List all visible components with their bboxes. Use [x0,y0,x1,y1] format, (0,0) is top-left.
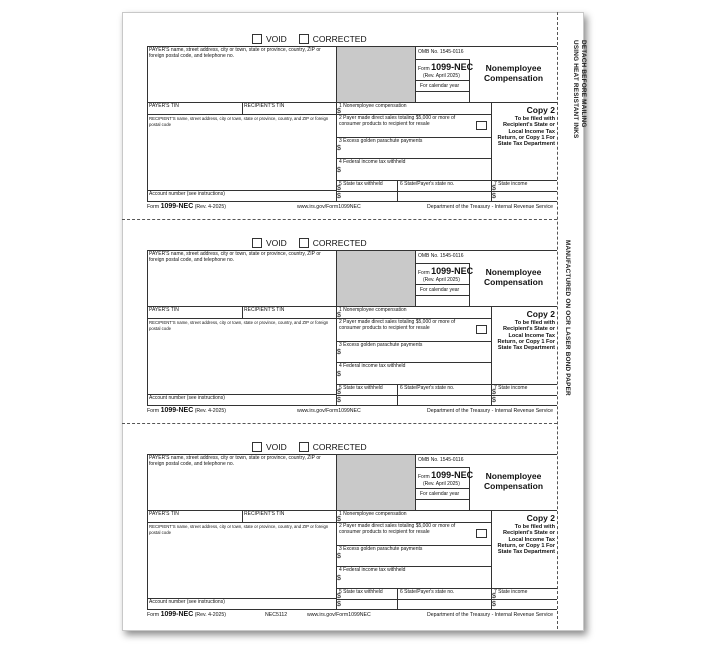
box1-label: 1 Nonemployee compensation [339,307,407,313]
box6-label: 6 State/Payer's state no. [400,385,455,391]
corrected-checkbox[interactable] [299,34,309,44]
void-label: VOID [266,238,287,248]
footer-code: NEC5112 [265,612,288,618]
dollar-sign: $ [337,167,341,174]
box2-checkbox[interactable] [476,325,487,334]
shaded-area [337,251,415,306]
footer-url: www.irs.gov/Form1099NEC [297,204,361,210]
side-text-detach: DETACH BEFORE MAILING [580,40,587,128]
box6-label: 6 State/Payer's state no. [400,181,455,187]
footer-form-name: Form 1099-NEC (Rev. 4-2025) [147,407,227,414]
revision: (Rev. April 2025) [423,73,460,79]
dollar-sign: $ [337,185,341,192]
box3-label: 3 Excess golden parachute payments [339,546,423,552]
form-grid [147,454,557,610]
dollar-sign: $ [337,349,341,356]
corrected-label: CORRECTED [312,34,367,44]
dollar-sign: $ [337,389,341,396]
dollar-sign: $ [492,397,496,404]
side-text-paper: MANUFACTURED ON OCR LASER BOND PAPER [564,240,571,396]
form-title: Nonemployee Compensation [483,63,544,83]
dollar-sign: $ [337,312,341,319]
box2-checkbox[interactable] [476,121,487,130]
form-grid [147,250,557,406]
calendar-year: For calendar year [420,491,460,497]
form-number-box: Form 1099-NEC [418,266,474,276]
box4-label: 4 Federal income tax withheld [339,363,406,369]
horizontal-perforation [122,219,557,220]
void-corrected-row [252,33,375,45]
void-checkbox[interactable] [252,34,262,44]
payer-info-label: PAYER'S name, street address, city or town, state or province, country, ZIP or foreign postal code, and telephone no. [149,251,321,263]
box2-label: 2 Payer made direct sales totaling $5,000 or more of consumer products to recipient for resale [339,115,456,127]
dollar-sign: $ [492,193,496,200]
footer-department: Department of the Treasury - Internal Revenue Service [426,204,553,210]
dollar-sign: $ [492,593,496,600]
omb-number: OMB No. 1545-0116 [418,253,464,259]
box7-label: 7 State income [494,385,528,391]
side-instructions [571,40,587,139]
box1-label: 1 Nonemployee compensation [339,103,407,109]
box3-label: 3 Excess golden parachute payments [339,342,423,348]
corrected-label: CORRECTED [312,238,367,248]
copy-instructions: To be filed with Recipient's State or Local Income Tax Return, or Copy 1 For State Tax Department [497,116,555,148]
footer-department: Department of the Treasury - Internal Revenue Service [426,408,553,414]
footer-form-name: Form 1099-NEC (Rev. 4-2025) [147,611,227,618]
payer-tin-label: PAYER'S TIN [149,103,179,109]
recipient-info-label: RECIPIENT'S name, street address, city or town, state or province, country, and ZIP or foreign postal code [149,320,329,331]
recipient-info-label: RECIPIENT'S name, street address, city or town, state or province, country, and ZIP or foreign postal code [149,116,329,127]
dollar-sign: $ [337,397,341,404]
dollar-sign: $ [337,575,341,582]
omb-number: OMB No. 1545-0116 [418,457,464,463]
footer-url: www.irs.gov/Form1099NEC [297,408,361,414]
box7-label: 7 State income [494,181,528,187]
dollar-sign: $ [337,516,341,523]
payer-info-label: PAYER'S name, street address, city or town, state or province, country, ZIP or foreign postal code, and telephone no. [149,455,321,467]
account-number-label: Account number (see instructions) [149,599,225,605]
form-number-box: Form 1099-NEC [418,470,474,480]
dollar-sign: $ [337,108,341,115]
form-number: 1099-NEC [431,62,474,72]
recipient-tin-label: RECIPIENT'S TIN [244,511,285,517]
corrected-checkbox[interactable] [299,442,309,452]
corrected-label: CORRECTED [312,442,367,452]
payer-tin-label: PAYER'S TIN [149,511,179,517]
dollar-sign: $ [337,145,341,152]
omb-number: OMB No. 1545-0116 [418,49,464,55]
dollar-sign: $ [337,553,341,560]
void-corrected-row [252,237,375,249]
void-checkbox[interactable] [252,238,262,248]
form-title: Nonemployee Compensation [483,267,544,287]
copy-instructions: To be filed with Recipient's State or Local Income Tax Return, or Copy 1 For State Tax Department [497,524,555,556]
form-footer [147,611,557,621]
copy-instructions: To be filed with Recipient's State or Local Income Tax Return, or Copy 1 For State Tax Department [497,320,555,352]
recipient-tin-label: RECIPIENT'S TIN [244,103,285,109]
footer-form-name: Form 1099-NEC (Rev. 4-2025) [147,203,227,210]
dollar-sign: $ [337,601,341,608]
form-title: Nonemployee Compensation [483,471,544,491]
shaded-area [337,47,415,102]
recipient-info-label: RECIPIENT'S name, street address, city or town, state or province, country, and ZIP or foreign postal code [149,524,329,535]
form-number-box: Form 1099-NEC [418,62,474,72]
copy-label: Copy 2 [526,309,555,319]
calendar-year: For calendar year [420,287,460,293]
recipient-tin-label: RECIPIENT'S TIN [244,307,285,313]
copy-label: Copy 2 [526,513,555,523]
dollar-sign: $ [337,371,341,378]
box4-label: 4 Federal income tax withheld [339,159,406,165]
box7-label: 7 State income [494,589,528,595]
vertical-perforation [557,12,558,629]
dollar-sign: $ [492,389,496,396]
box5-label: 5 State tax withheld [339,385,383,391]
account-number-label: Account number (see instructions) [149,395,225,401]
shaded-area [337,455,415,510]
account-number-label: Account number (see instructions) [149,191,225,197]
dollar-sign: $ [337,193,341,200]
revision: (Rev. April 2025) [423,481,460,487]
footer-url: www.irs.gov/Form1099NEC [307,612,371,618]
revision: (Rev. April 2025) [423,277,460,283]
form-footer [147,407,557,417]
void-label: VOID [266,34,287,44]
dollar-sign: $ [492,185,496,192]
side-manufactured [563,240,571,396]
form-number: 1099-NEC [431,266,474,276]
box1-label: 1 Nonemployee compensation [339,511,407,517]
box2-label: 2 Payer made direct sales totaling $5,000 or more of consumer products to recipient for resale [339,319,456,331]
dollar-sign: $ [337,593,341,600]
payer-tin-label: PAYER'S TIN [149,307,179,313]
box5-label: 5 State tax withheld [339,181,383,187]
calendar-year: For calendar year [420,83,460,89]
form-number: 1099-NEC [431,470,474,480]
dollar-sign: $ [492,601,496,608]
box6-label: 6 State/Payer's state no. [400,589,455,595]
box2-label: 2 Payer made direct sales totaling $5,000 or more of consumer products to recipient for resale [339,523,456,535]
payer-info-label: PAYER'S name, street address, city or town, state or province, country, ZIP or foreign postal code, and telephone no. [149,47,321,59]
corrected-checkbox[interactable] [299,238,309,248]
form-footer [147,203,557,213]
box5-label: 5 State tax withheld [339,589,383,595]
form-grid [147,46,557,202]
box2-checkbox[interactable] [476,529,487,538]
void-label: VOID [266,442,287,452]
footer-department: Department of the Treasury - Internal Revenue Service [426,612,553,618]
side-text-inks: USING HEAT RESISTANT INKS [572,40,579,139]
box3-label: 3 Excess golden parachute payments [339,138,423,144]
void-checkbox[interactable] [252,442,262,452]
copy-label: Copy 2 [526,105,555,115]
box4-label: 4 Federal income tax withheld [339,567,406,573]
void-corrected-row [252,441,375,453]
horizontal-perforation [122,423,557,424]
